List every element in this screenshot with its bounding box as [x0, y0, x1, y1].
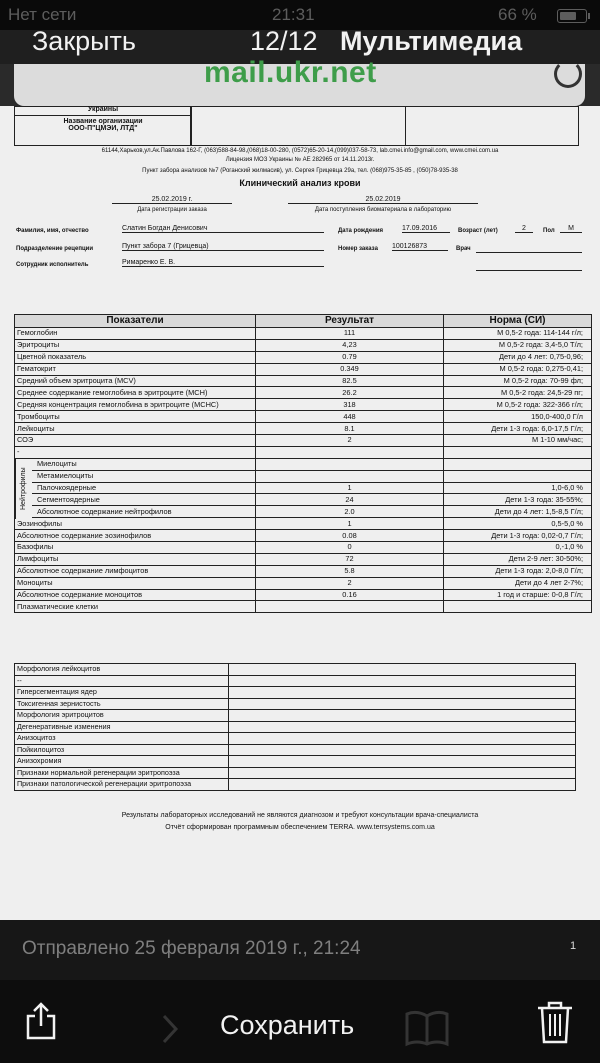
indicator-name-text: Абсолютное содержание нейтрофилов	[37, 506, 172, 516]
caption-bar	[0, 920, 600, 980]
morphology-label: Дегенеративные изменения	[15, 721, 229, 733]
results-table	[14, 314, 592, 613]
indicator-name	[15, 494, 256, 506]
indicator-name	[15, 577, 256, 589]
morphology-value	[229, 721, 576, 733]
carrier-label: Нет сети	[8, 5, 77, 24]
morphology-row	[15, 675, 576, 687]
morphology-label: Морфология эритроцитов	[15, 710, 229, 722]
column-header-indicator: Показатели	[15, 315, 256, 328]
indicator-name-text: Лимфоциты	[17, 554, 59, 564]
indicator-name-text: Средняя концентрация гемоглобина в эритроците (МСНС)	[17, 399, 219, 409]
morphology-row	[15, 733, 576, 745]
norm-value: Дети до 4 лет: 0,75-0,96;	[444, 351, 592, 363]
result-value: 0.79	[256, 351, 444, 363]
viewer-title: Мультимедиа	[340, 26, 523, 56]
indicator-name-text: СОЭ	[17, 435, 34, 445]
indicator-name	[15, 565, 256, 577]
table-row	[15, 530, 592, 542]
share-icon[interactable]	[25, 1002, 57, 1040]
table-row	[15, 601, 592, 613]
close-button[interactable]: Закрыть	[32, 26, 136, 56]
table-row	[15, 351, 592, 363]
indicator-name-text: Среднее содержание гемоглобина в эритроците (МСН)	[17, 387, 208, 397]
norm-value: Дети 1-3 года: 2,0-8,0 Г/л;	[444, 565, 592, 577]
extra-line	[476, 270, 582, 271]
indicator-name-text: Гематокрит	[17, 364, 56, 374]
indicator-name	[15, 470, 256, 482]
header-middle-box	[190, 106, 406, 146]
indicator-name	[15, 589, 256, 601]
morphology-value	[229, 756, 576, 768]
morphology-row	[15, 744, 576, 756]
norm-value	[444, 458, 592, 470]
table-row	[15, 399, 592, 411]
indicator-name	[15, 339, 256, 351]
norm-value: 1,0-6,0 %	[444, 482, 592, 494]
photo-url-text: mail.ukr.net	[204, 56, 377, 89]
table-row	[15, 339, 592, 351]
morphology-row	[15, 767, 576, 779]
collection-point-line: Пункт забора анализов №7 (Роганский жилмасив), ул. Сергея Грицевца 29а, тел. (068)975-35-85 , (050)78-935-38	[142, 168, 458, 174]
birth-value: 17.09.2016	[402, 225, 450, 233]
morphology-label: Гиперсегментация ядер	[15, 687, 229, 699]
morphology-label: --	[15, 675, 229, 687]
indicator-name	[15, 399, 256, 411]
indicator-name-text: Абсолютное содержание эозинофилов	[17, 530, 152, 540]
report-software-note: Отчёт сформирован программным обеспечением TERRA. www.terrsystems.com.ua	[165, 824, 435, 831]
age-value: 2	[515, 225, 533, 233]
norm-value: М 1-10 мм/час;	[444, 435, 592, 447]
result-value: 0.16	[256, 589, 444, 601]
indicator-name-text: -	[17, 447, 20, 457]
address-line: 61144,Харьков,ул.Ак.Павлова 162-Г, (063)588-84-98,(068)18-00-280, (0572)65-20-14,(099)037-58-73, lab.cmei.info@gmail.com, www.cmei.com.ua	[101, 148, 499, 154]
morphology-label: Анизоцитоз	[15, 733, 229, 745]
forward-icon	[160, 1014, 180, 1044]
indicator-name	[15, 530, 256, 542]
table-row	[15, 411, 592, 423]
indicator-name	[15, 435, 256, 447]
header-right-box	[405, 106, 579, 146]
indicator-name-text: Абсолютное содержание лимфоцитов	[17, 566, 149, 576]
indicator-name	[15, 411, 256, 423]
norm-value: Дети 1-3 года: 0,02-0,7 Г/л;	[444, 530, 592, 542]
indicator-name-text: Палочкоядерные	[37, 483, 97, 493]
fio-label: Фамилия, имя, отчество	[16, 228, 89, 234]
norm-value: М 0,5-2 года: 114-144 г/л;	[444, 328, 592, 340]
indicator-name	[15, 328, 256, 340]
result-value	[256, 446, 444, 458]
indicator-name	[15, 363, 256, 375]
department-value: Пункт забора 7 (Грицевца)	[122, 243, 324, 251]
report-disclaimer: Результаты лабораторных исследований не являются диагнозом и требуют консультации врача-специалиста	[121, 812, 479, 819]
morphology-table	[14, 663, 576, 791]
indicator-name-text: Абсолютное содержание моноцитов	[17, 590, 143, 600]
norm-value	[444, 601, 592, 613]
viewer-bottom-bar	[0, 980, 600, 1063]
doctor-label: Врач	[456, 246, 471, 252]
morphology-value	[229, 744, 576, 756]
neutrophils-group-label: Нейтрофилы	[15, 459, 32, 519]
indicator-name	[15, 387, 256, 399]
indicator-name-text: Эритроциты	[17, 340, 60, 350]
morphology-value	[229, 698, 576, 710]
morphology-row	[15, 721, 576, 733]
morphology-value	[229, 733, 576, 745]
morphology-label: Морфология лейкоцитов	[15, 664, 229, 676]
photo-browser-bar	[14, 56, 585, 106]
result-value: 0.08	[256, 530, 444, 542]
morphology-row	[15, 779, 576, 791]
norm-value	[444, 470, 592, 482]
column-header-norm: Норма (СИ)	[444, 315, 592, 328]
registration-date-label: Дата регистрации заказа	[137, 207, 207, 213]
staff-value: Римаренко Е. В.	[122, 259, 324, 267]
result-value: 82.5	[256, 375, 444, 387]
table-row	[15, 470, 592, 482]
morphology-value	[229, 664, 576, 676]
indicator-name	[15, 506, 256, 518]
indicator-name-text: Базофилы	[17, 542, 54, 552]
morphology-value	[229, 687, 576, 699]
result-value: 24	[256, 494, 444, 506]
trash-icon[interactable]	[535, 1000, 575, 1044]
norm-value: 0,5-5,0 %	[444, 518, 592, 530]
indicator-name-text: Средний объем эритроцита (MCV)	[17, 376, 136, 385]
morphology-row	[15, 756, 576, 768]
table-row	[15, 542, 592, 554]
norm-value: М 0,5-2 года: 322-366 г/л;	[444, 399, 592, 411]
norm-value: Дети до 4 лет: 1,5-8,5 Г/л;	[444, 506, 592, 518]
result-value: 111	[256, 328, 444, 340]
table-row	[15, 494, 592, 506]
indicator-name	[15, 446, 256, 458]
indicator-name	[15, 375, 256, 387]
norm-value: 0,-1,0 %	[444, 542, 592, 554]
morphology-label: Анизохромия	[15, 756, 229, 768]
result-value: 2.0	[256, 506, 444, 518]
arrival-date: 25.02.2019	[288, 196, 478, 204]
result-value: 72	[256, 553, 444, 565]
norm-value: М 0,5-2 года: 24,5-29 пг;	[444, 387, 592, 399]
indicator-name-text: Цветной показатель	[17, 352, 87, 362]
column-header-result: Результат	[256, 315, 444, 328]
birth-label: Дата рождения	[338, 228, 384, 234]
table-row	[15, 518, 592, 530]
indicator-name-text: Миелоциты	[37, 459, 77, 469]
fio-value: Слатин Богдан Денисович	[122, 225, 324, 233]
result-value: 0	[256, 542, 444, 554]
result-value: 0.349	[256, 363, 444, 375]
norm-value: Дети 2-9 лет: 30-50%;	[444, 553, 592, 565]
indicator-name-text: Метамиелоциты	[37, 471, 94, 481]
morphology-row	[15, 664, 576, 676]
license-line: Лицензия МОЗ Украины № АЕ 282965 от 14.11.2013г.	[225, 157, 375, 163]
department-label: Подразделение рецепции	[16, 246, 94, 252]
sent-date-caption: Отправлено 25 февраля 2019 г., 21:24	[22, 938, 361, 959]
country-label: Украины	[87, 106, 119, 113]
result-value	[256, 458, 444, 470]
morphology-value	[229, 675, 576, 687]
order-value: 100126873	[392, 243, 448, 251]
morphology-label: Пойкилоцитоз	[15, 744, 229, 756]
morphology-label: Признаки нормальной регенерации эритропоэза	[15, 767, 229, 779]
morphology-row	[15, 710, 576, 722]
result-value: 1	[256, 482, 444, 494]
age-label: Возраст (лет)	[458, 228, 498, 234]
norm-value: 150,0-400,0 Г/л	[444, 411, 592, 423]
result-value: 5.8	[256, 565, 444, 577]
order-label: Номер заказа	[338, 246, 378, 252]
result-value: 2	[256, 577, 444, 589]
norm-value	[444, 446, 592, 458]
table-row	[15, 363, 592, 375]
indicator-name-text: Эозинофилы	[17, 518, 62, 528]
indicator-name	[15, 553, 256, 565]
org-name: ООО-П"ЦМЭИ, ЛТД"	[68, 125, 138, 132]
indicator-name-text: Плазматические клетки	[17, 601, 99, 611]
result-value	[256, 601, 444, 613]
indicator-name-text: Лейкоциты	[17, 423, 55, 433]
doctor-value-line	[476, 252, 582, 253]
refresh-icon	[554, 60, 582, 88]
clock: 21:31	[272, 5, 315, 24]
norm-value: Дети 1-3 года: 35-55%;	[444, 494, 592, 506]
save-button[interactable]: Сохранить	[220, 1010, 355, 1040]
norm-value: Дети 1-3 года: 6,0-17,5 Г/л;	[444, 423, 592, 435]
table-row	[15, 458, 592, 470]
photo-view[interactable]	[0, 56, 600, 920]
table-row	[15, 375, 592, 387]
table-row	[15, 387, 592, 399]
table-row	[15, 435, 592, 447]
indicator-name-text: Сегментоядерные	[37, 494, 100, 504]
indicator-name-text: Моноциты	[17, 578, 53, 588]
indicator-name	[15, 601, 256, 613]
norm-value: М 0,5-2 года: 70-99 фл;	[444, 375, 592, 387]
table-row	[15, 553, 592, 565]
sex-label: Пол	[543, 228, 555, 234]
table-row	[15, 328, 592, 340]
document-title: Клинический анализ крови	[239, 178, 361, 188]
morphology-value	[229, 710, 576, 722]
indicator-name-text: Гемоглобин	[17, 328, 58, 338]
morphology-value	[229, 779, 576, 791]
indicator-name	[15, 423, 256, 435]
result-value: 318	[256, 399, 444, 411]
morphology-row	[15, 698, 576, 710]
registration-date: 25.02.2019 г.	[112, 196, 232, 204]
table-row	[15, 589, 592, 601]
result-value: 8.1	[256, 423, 444, 435]
caption-page-marker: 1	[570, 940, 577, 952]
norm-value: Дети до 4 лет 2-7%;	[444, 577, 592, 589]
table-row	[15, 565, 592, 577]
result-value: 2	[256, 435, 444, 447]
morphology-value	[229, 767, 576, 779]
org-label: Название организации	[63, 118, 143, 125]
morphology-row	[15, 687, 576, 699]
media-counter: 12/12	[250, 26, 318, 56]
lab-report	[0, 106, 600, 920]
indicator-name	[15, 518, 256, 530]
table-row	[15, 506, 592, 518]
result-value	[256, 470, 444, 482]
org-box	[14, 106, 192, 146]
bookmarks-icon	[405, 1010, 449, 1046]
indicator-name	[15, 542, 256, 554]
result-value: 1	[256, 518, 444, 530]
norm-value: М 0,5-2 года: 3,4-5,0 Т/л;	[444, 339, 592, 351]
indicator-name	[15, 351, 256, 363]
staff-label: Сотрудник исполнитель	[16, 262, 89, 268]
morphology-label: Признаки патологической регенерации эритропоэза	[15, 779, 229, 791]
norm-value: М 0,5-2 года: 0,275-0,41;	[444, 363, 592, 375]
table-row	[15, 423, 592, 435]
indicator-name-text: Тромбоциты	[17, 411, 60, 421]
result-value: 4,23	[256, 339, 444, 351]
sex-value: М	[560, 225, 582, 233]
result-value: 26.2	[256, 387, 444, 399]
morphology-label: Токсигенная зернистость	[15, 698, 229, 710]
table-row	[15, 482, 592, 494]
table-row	[15, 446, 592, 458]
arrival-date-label: Дата поступления биоматериала в лабораторию	[314, 207, 452, 213]
table-row	[15, 577, 592, 589]
indicator-name	[15, 482, 256, 494]
norm-value: 1 год и старше: 0-0,8 Г/л;	[444, 589, 592, 601]
battery-percent: 66 %	[498, 5, 537, 24]
result-value: 448	[256, 411, 444, 423]
